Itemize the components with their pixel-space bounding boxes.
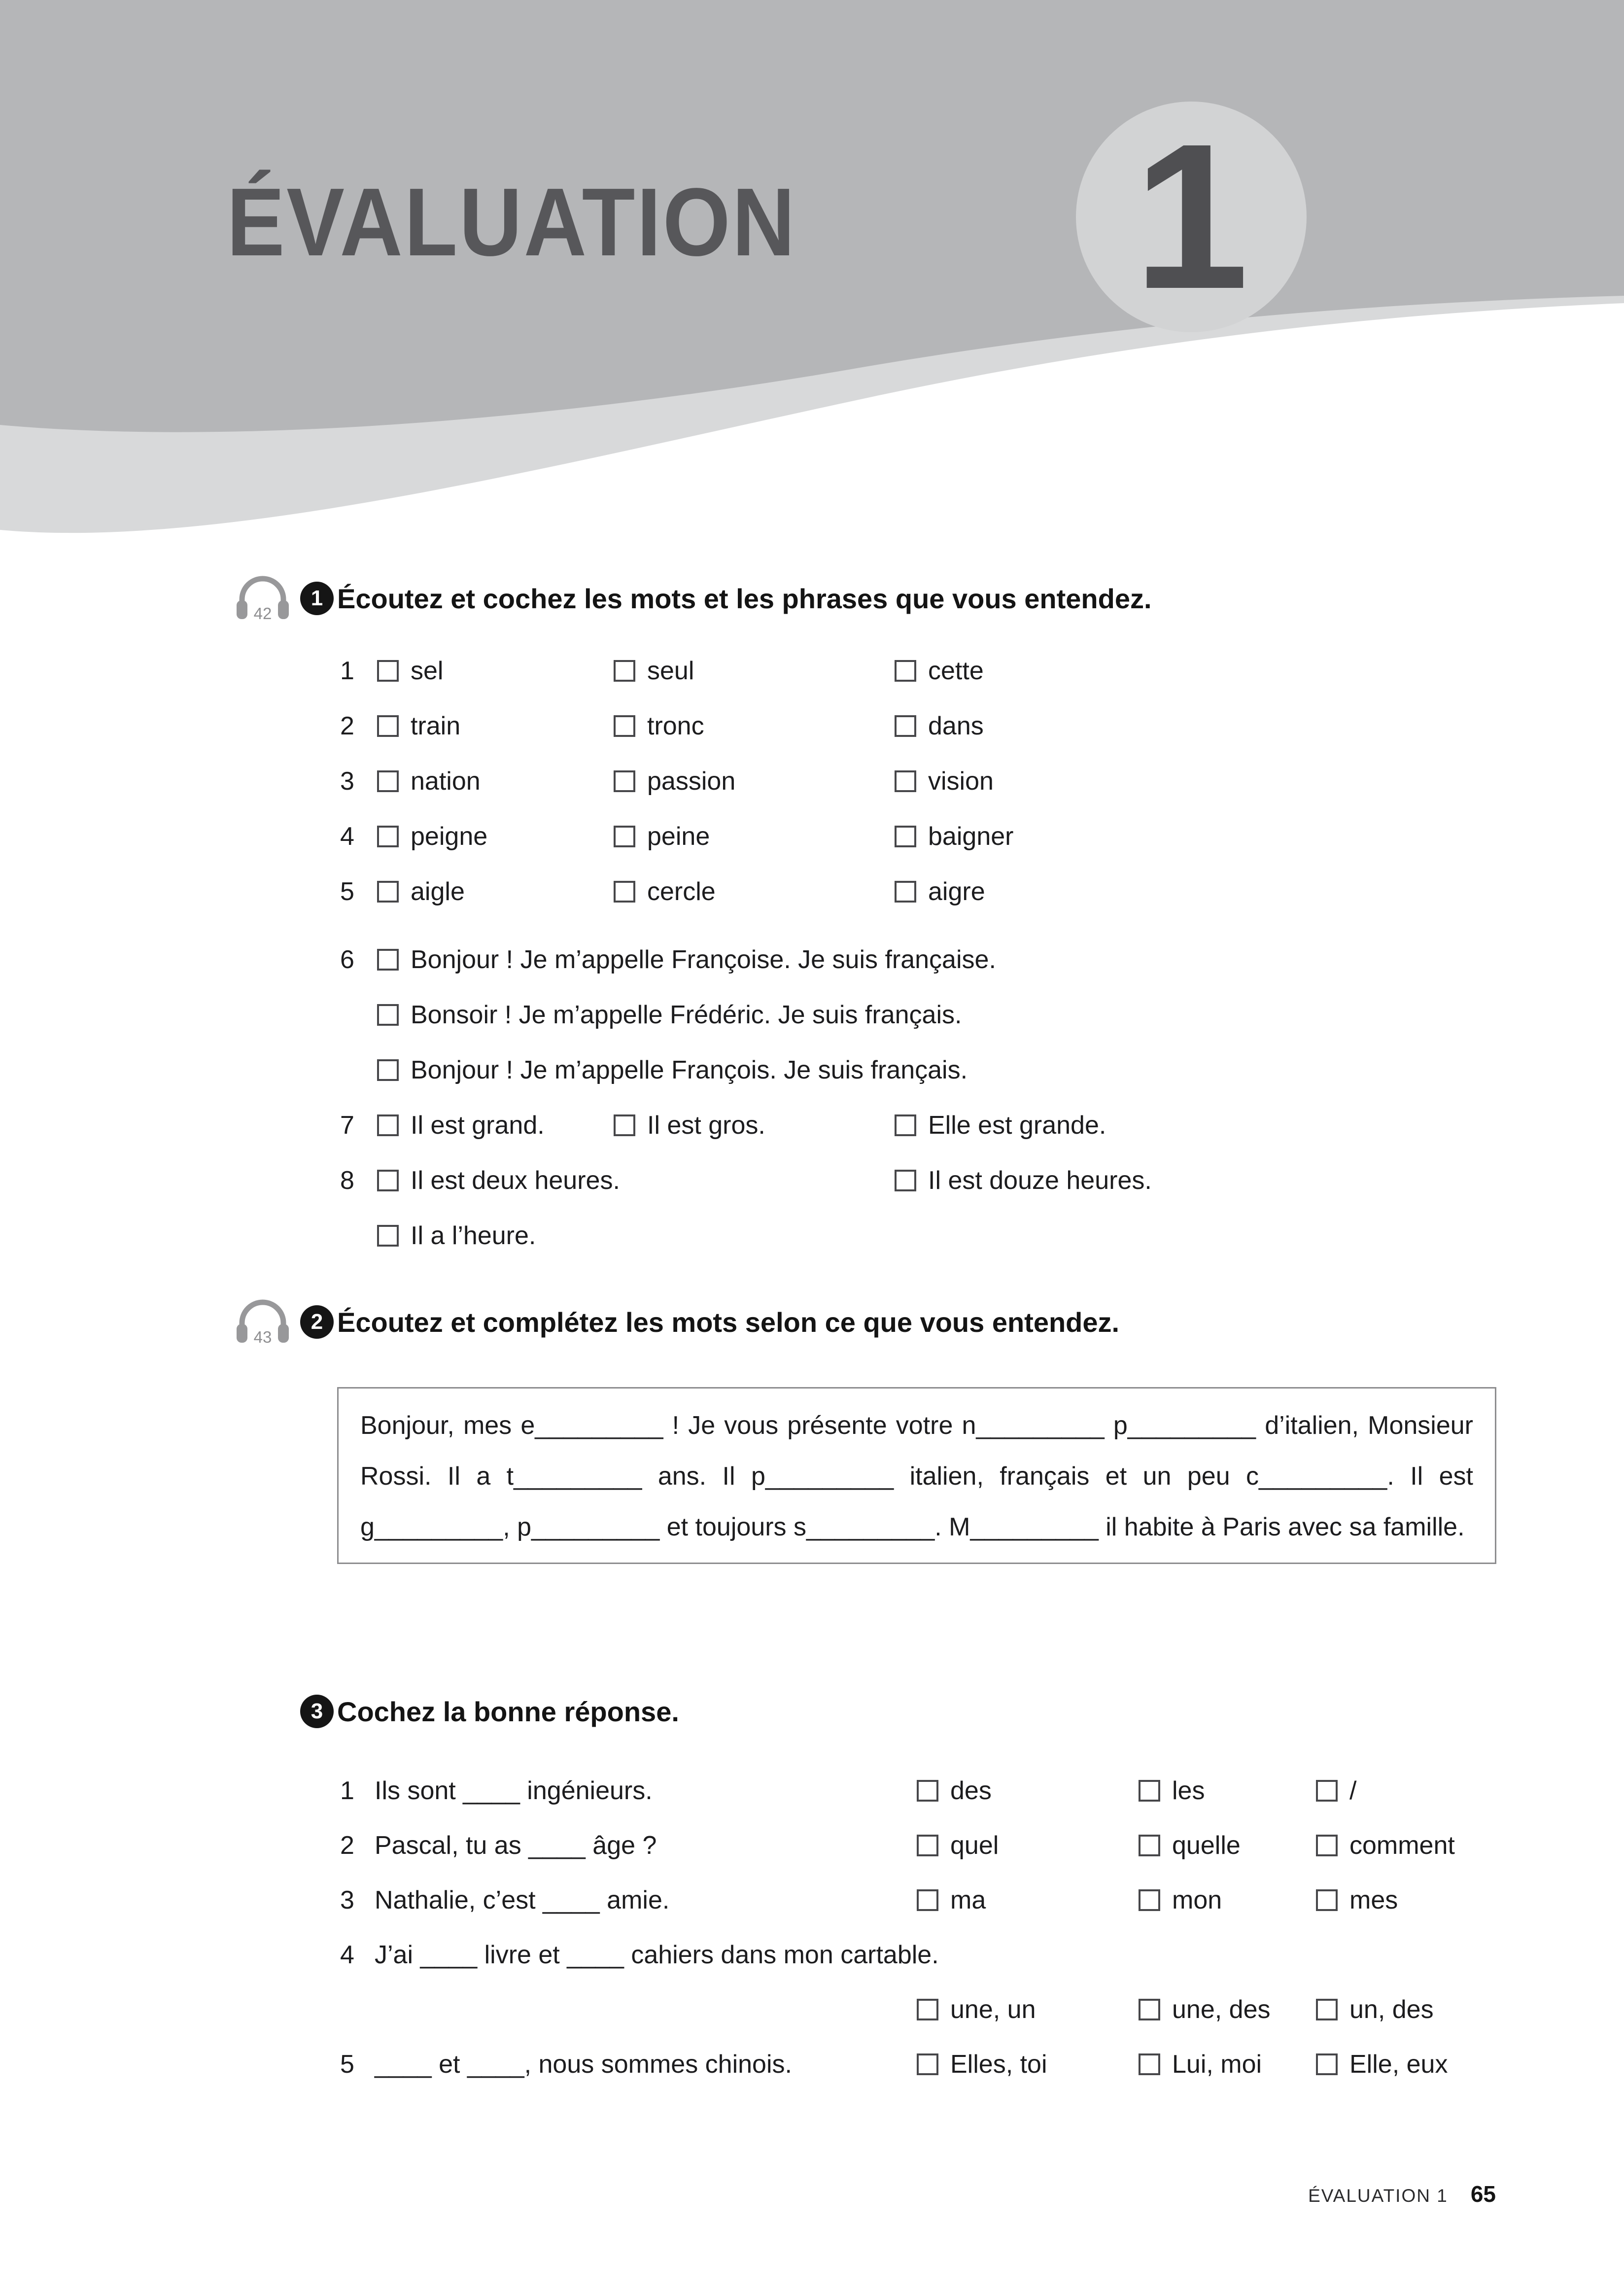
option-label: sel (411, 657, 444, 685)
exercise3-items (340, 1776, 1498, 2105)
answer-option (377, 767, 481, 796)
checkbox[interactable] (614, 1114, 635, 1136)
checkbox[interactable] (377, 1170, 399, 1191)
checkbox[interactable] (614, 660, 635, 682)
answer-option (895, 1166, 1152, 1195)
exercise1-line (340, 1221, 1498, 1277)
option-label: vision (928, 767, 994, 796)
answer-option (895, 822, 1013, 851)
answer-option (377, 1111, 545, 1140)
exercise2-heading-row (232, 1305, 1498, 1351)
answer-option (1139, 1776, 1205, 1805)
option-label: mon (1172, 1886, 1222, 1914)
answer-option (377, 1056, 967, 1084)
option-label: / (1349, 1776, 1357, 1805)
item-number: 2 (340, 712, 354, 740)
option-label: une, des (1172, 1995, 1271, 2024)
option-label: Il est grand. (411, 1111, 545, 1140)
question-sentence: J’ai ____ livre et ____ cahiers dans mon cartable. (375, 1941, 939, 1969)
answer-option (614, 822, 710, 851)
answer-option (917, 1831, 999, 1860)
checkbox[interactable] (614, 881, 635, 903)
option-label: Bonsoir ! Je m’appelle Frédéric. Je suis français. (411, 1001, 962, 1029)
answer-option (614, 877, 716, 906)
exercise3-line (340, 1831, 1498, 1886)
option-label: une, un (950, 1995, 1036, 2024)
unit-number: 1 (1134, 101, 1249, 332)
checkbox[interactable] (1316, 1835, 1338, 1856)
checkbox[interactable] (895, 660, 916, 682)
checkbox[interactable] (917, 1889, 938, 1911)
answer-option (917, 1995, 1036, 2024)
item-number: 1 (340, 657, 354, 685)
exercise1-heading-row (232, 582, 1498, 627)
checkbox[interactable] (895, 1114, 916, 1136)
option-label: peigne (411, 822, 488, 851)
option-label: Elles, toi (950, 2050, 1047, 2079)
option-label: train (411, 712, 461, 740)
answer-option (377, 712, 460, 740)
option-label: quelle (1172, 1831, 1241, 1860)
exercise1-line (340, 657, 1498, 712)
page-title: ÉVALUATION (227, 168, 797, 276)
exercise1-line (340, 1001, 1498, 1056)
option-label: aigle (411, 877, 465, 906)
checkbox[interactable] (895, 1170, 916, 1191)
answer-option (614, 712, 704, 740)
item-number: 1 (340, 1776, 354, 1805)
option-label: passion (647, 767, 736, 796)
exercise-2 (232, 1305, 1498, 1564)
question-sentence: Ils sont ____ ingénieurs. (375, 1776, 653, 1805)
exercise3-heading: Cochez la bonne réponse. (337, 1696, 679, 1727)
answer-option (1316, 1831, 1455, 1860)
checkbox[interactable] (377, 1059, 399, 1081)
audio-track-number: 43 (253, 1328, 272, 1346)
item-number: 3 (340, 1886, 354, 1914)
answer-option (377, 1166, 620, 1195)
exercise2-heading: Écoutez et complétez les mots selon ce que vous entendez. (337, 1307, 1120, 1338)
checkbox[interactable] (895, 715, 916, 737)
exercise3-line (340, 1776, 1498, 1831)
checkbox[interactable] (614, 715, 635, 737)
item-number: 4 (340, 1941, 354, 1969)
checkbox[interactable] (614, 770, 635, 792)
option-label: des (950, 1776, 992, 1805)
question-sentence: Nathalie, c’est ____ amie. (375, 1886, 670, 1914)
audio-track-number: 42 (253, 604, 272, 623)
answer-option (377, 1221, 536, 1250)
answer-option (614, 767, 735, 796)
exercise1-line (340, 767, 1498, 822)
fill-in-passage: Bonjour, mes e_________ ! Je vous présente votre n_________ p_________ d’italien, Monsieur Rossi. Il a t_________ ans. Il p_________ italien, français et un peu c_________. Il est g_________, p_________ et toujours s_________. M_________ il habite à Paris avec sa famille. (337, 1387, 1496, 1564)
answer-option (377, 877, 465, 906)
checkbox[interactable] (917, 1780, 938, 1802)
answer-option (614, 657, 694, 685)
checkbox[interactable] (614, 826, 635, 847)
option-label: comment (1349, 1831, 1455, 1860)
answer-option (1316, 1776, 1356, 1805)
option-label: quel (950, 1831, 999, 1860)
item-number: 7 (340, 1111, 354, 1140)
answer-option (1316, 2050, 1448, 2079)
exercise1-line (340, 1056, 1498, 1111)
checkbox[interactable] (895, 881, 916, 903)
answer-option (895, 877, 985, 906)
option-label: Il a l’heure. (411, 1221, 536, 1250)
checkbox[interactable] (377, 1225, 399, 1247)
answer-option (1139, 2050, 1262, 2079)
item-number: 6 (340, 945, 354, 974)
checkbox[interactable] (1316, 1999, 1338, 2020)
answer-option (1316, 1886, 1398, 1914)
option-label: Bonjour ! Je m’appelle François. Je suis français. (411, 1056, 968, 1084)
item-number: 5 (340, 2050, 354, 2079)
page-number: 65 (1470, 2181, 1496, 2207)
exercise3-line (340, 1941, 1498, 1995)
option-label: un, des (1349, 1995, 1434, 2024)
option-label: baigner (928, 822, 1014, 851)
exercise3-heading-row (232, 1695, 1498, 1740)
checkbox[interactable] (1316, 1889, 1338, 1911)
answer-option (377, 822, 487, 851)
option-label: Il est deux heures. (411, 1166, 620, 1195)
checkbox[interactable] (1139, 2053, 1160, 2075)
checkbox[interactable] (917, 2053, 938, 2075)
checkbox[interactable] (377, 715, 399, 737)
answer-option (1316, 1995, 1434, 2024)
exercise1-line (340, 1166, 1498, 1221)
checkbox[interactable] (377, 660, 399, 682)
exercise3-number-badge: 3 (300, 1695, 334, 1728)
option-label: Il est douze heures. (928, 1166, 1152, 1195)
option-label: peine (647, 822, 710, 851)
option-label: ma (950, 1886, 986, 1914)
item-number: 3 (340, 767, 354, 796)
answer-option (1139, 1995, 1271, 2024)
option-label: nation (411, 767, 481, 796)
option-label: les (1172, 1776, 1205, 1805)
item-number: 8 (340, 1166, 354, 1195)
exercise1-line (340, 945, 1498, 1001)
question-sentence: Pascal, tu as ____ âge ? (375, 1831, 657, 1860)
answer-option (377, 657, 443, 685)
checkbox[interactable] (917, 1835, 938, 1856)
checkbox[interactable] (1316, 2053, 1338, 2075)
answer-option (377, 945, 996, 974)
answer-option (377, 1001, 962, 1029)
answer-option (895, 712, 984, 740)
checkbox[interactable] (1139, 1780, 1160, 1802)
item-number: 2 (340, 1831, 354, 1860)
exercise1-lines (340, 657, 1498, 1277)
checkbox[interactable] (895, 826, 916, 847)
page-footer (1308, 2181, 1496, 2207)
option-label: cette (928, 657, 984, 685)
answer-option (917, 1886, 986, 1914)
exercise3-line (340, 2050, 1498, 2105)
checkbox[interactable] (377, 826, 399, 847)
checkbox[interactable] (377, 1114, 399, 1136)
option-label: Elle, eux (1349, 2050, 1448, 2079)
checkbox[interactable] (917, 1999, 938, 2020)
exercise1-line (340, 712, 1498, 767)
unit-number-circle (1076, 102, 1307, 332)
checkbox[interactable] (377, 770, 399, 792)
option-label: mes (1349, 1886, 1398, 1914)
exercise1-number-badge: 1 (300, 582, 334, 615)
option-label: Bonjour ! Je m’appelle Françoise. Je suis française. (411, 945, 996, 974)
option-label: Lui, moi (1172, 2050, 1262, 2079)
answer-option (1139, 1831, 1241, 1860)
checkbox[interactable] (1316, 1780, 1338, 1802)
option-label: cercle (647, 877, 716, 906)
exercise1-heading: Écoutez et cochez les mots et les phrases que vous entendez. (337, 583, 1152, 614)
exercise3-line (340, 1995, 1498, 2050)
footer-label: ÉVALUATION 1 (1308, 2186, 1448, 2206)
exercise1-line (340, 1111, 1498, 1166)
checkbox[interactable] (895, 770, 916, 792)
checkbox[interactable] (377, 949, 399, 971)
exercise-1 (232, 582, 1498, 1277)
answer-option (895, 767, 994, 796)
option-label: Il est gros. (647, 1111, 765, 1140)
header-decoration (0, 0, 1624, 591)
option-label: aigre (928, 877, 985, 906)
question-sentence: ____ et ____, nous sommes chinois. (375, 2050, 792, 2079)
checkbox[interactable] (1139, 1999, 1160, 2020)
exercise-3 (232, 1695, 1498, 2105)
answer-option (895, 657, 984, 685)
option-label: seul (647, 657, 694, 685)
answer-option (917, 2050, 1047, 2079)
exercise3-line (340, 1886, 1498, 1941)
exercise1-line (340, 877, 1498, 933)
item-number: 4 (340, 822, 354, 851)
headphones-icon (232, 1297, 294, 1347)
exercise2-number-badge: 2 (300, 1305, 334, 1339)
headphones-icon (232, 574, 294, 623)
answer-option (614, 1111, 765, 1140)
option-label: dans (928, 712, 984, 740)
exercise1-line (340, 822, 1498, 877)
answer-option (917, 1776, 992, 1805)
checkbox[interactable] (377, 881, 399, 903)
option-label: tronc (647, 712, 704, 740)
item-number: 5 (340, 877, 354, 906)
answer-option (895, 1111, 1106, 1140)
checkbox[interactable] (377, 1004, 399, 1026)
option-label: Elle est grande. (928, 1111, 1106, 1140)
answer-option (1139, 1886, 1222, 1914)
checkbox[interactable] (1139, 1835, 1160, 1856)
checkbox[interactable] (1139, 1889, 1160, 1911)
